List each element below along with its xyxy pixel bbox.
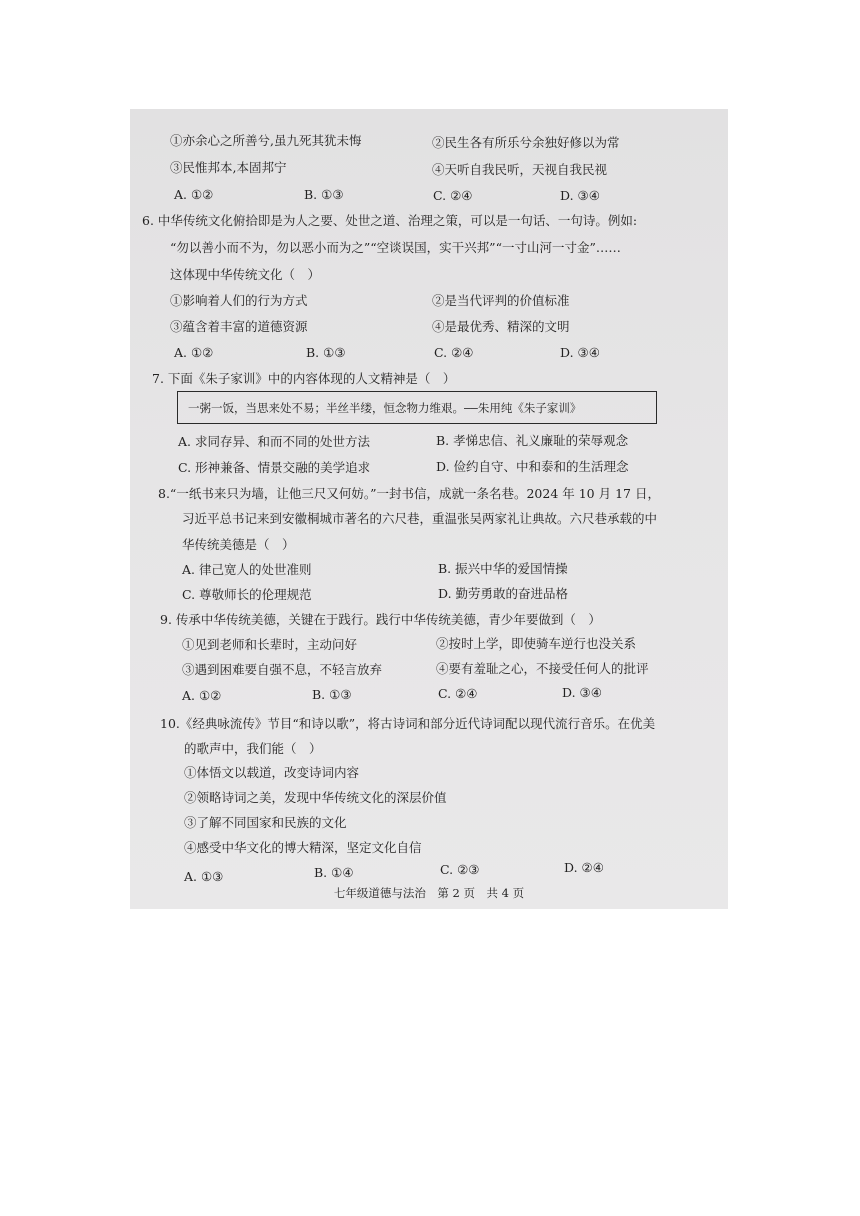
q6-item-3: ③蕴含着丰富的道德资源	[170, 319, 308, 334]
q10-item-4: ④感受中华文化的博大精深，坚定文化自信	[184, 840, 422, 855]
q9-choice-c: C. ②④	[438, 686, 478, 701]
q10-stem-line-2: 的歌声中，我们能（ ）	[184, 741, 322, 756]
prev-choice-d: D. ③④	[560, 188, 600, 203]
q6-item-2: ②是当代评判的价值标准	[432, 293, 570, 308]
q10-stem-line-1: 10.《经典咏流传》节目“和诗以歌”，将古诗词和部分近代诗词配以现代流行音乐。在优美	[160, 716, 656, 731]
q6-item-4: ④是最优秀、精深的文明	[432, 319, 570, 334]
q7-quote-box	[177, 391, 657, 424]
exam-page-photo	[130, 109, 728, 909]
q8-stem-line-2: 习近平总书记来到安徽桐城市著名的六尺巷，重温张吴两家礼让典故。六尺巷承载的中	[182, 511, 658, 526]
prev-item-2: ②民生各有所乐兮余独好修以为常	[432, 135, 620, 150]
q10-item-1: ①体悟文以载道，改变诗词内容	[184, 765, 360, 780]
q7-stem: 7. 下面《朱子家训》中的内容体现的人文精神是（ ）	[152, 371, 456, 386]
q10-item-3: ③了解不同国家和民族的文化	[184, 815, 347, 830]
q8-choice-d: D. 勤劳勇敢的奋进品格	[438, 586, 569, 601]
q8-stem-line-1: 8.“一纸书来只为墙，让他三尺又何妨。”一封书信，成就一条名巷。2024 年 10 月 17 日，	[158, 486, 660, 501]
q9-choice-a: A. ①②	[182, 688, 222, 703]
q10-choice-b: B. ①④	[314, 865, 354, 880]
q8-stem-line-3: 华传统美德是（ ）	[182, 537, 295, 552]
q7-choice-a: A. 求同存异、和而不同的处世方法	[178, 434, 370, 449]
q9-stem: 9. 传承中华传统美德，关键在于践行。践行中华传统美德，青少年要做到（ ）	[160, 612, 601, 627]
q9-item-3: ③遇到困难要自强不息，不轻言放弃	[182, 662, 383, 677]
q9-item-4: ④要有羞耻之心，不接受任何人的批评	[436, 661, 649, 676]
q10-choice-d: D. ②④	[564, 860, 604, 875]
q6-choice-b: B. ①③	[306, 345, 346, 360]
prev-choice-a: A. ①②	[174, 187, 214, 202]
q6-stem-line-2: “勿以善小而不为，勿以恶小而为之”“空谈误国，实干兴邦”“一寸山河一寸金”……	[170, 240, 621, 255]
q7-choice-d: D. 俭约自守、中和泰和的生活理念	[436, 459, 629, 474]
q10-choice-c: C. ②③	[440, 862, 480, 877]
q9-choice-d: D. ③④	[562, 685, 602, 700]
q6-choice-d: D. ③④	[560, 345, 600, 360]
q8-choice-b: B. 振兴中华的爱国情操	[438, 561, 568, 576]
q7-quote-text: 一粥一饭，当思来处不易；半丝半缕，恒念物力维艰。——朱用纯《朱子家训》	[188, 401, 582, 415]
prev-item-3: ③民惟邦本,本固邦宁	[170, 160, 287, 175]
prev-choice-b: B. ①③	[304, 187, 344, 202]
prev-choice-c: C. ②④	[433, 188, 473, 203]
page-footer: 七年级道德与法治 第 2 页 共 4 页	[333, 886, 525, 900]
q6-choice-c: C. ②④	[434, 345, 474, 360]
q10-choice-a: A. ①③	[184, 869, 224, 884]
prev-item-4: ④天听自我民听，天视自我民视	[432, 162, 608, 177]
q9-item-2: ②按时上学，即使骑车逆行也没关系	[436, 636, 637, 651]
q7-choice-c: C. 形神兼备、情景交融的美学追求	[178, 460, 371, 475]
q8-choice-a: A. 律己宽人的处世准则	[182, 562, 312, 577]
q8-choice-c: C. 尊敬师长的伦理规范	[182, 587, 312, 602]
q6-choice-a: A. ①②	[174, 345, 214, 360]
q7-choice-b: B. 孝悌忠信、礼义廉耻的荣辱观念	[436, 433, 629, 448]
q10-item-2: ②领略诗词之美，发现中华传统文化的深层价值	[184, 790, 447, 805]
q6-item-1: ①影响着人们的行为方式	[170, 293, 308, 308]
q6-stem-line-1: 6. 中华传统文化俯拾即是为人之要、处世之道、治理之策，可以是一句话、一句诗。例如:	[142, 213, 638, 228]
q9-choice-b: B. ①③	[312, 687, 352, 702]
prev-item-1: ①亦余心之所善兮,虽九死其犹未悔	[170, 133, 362, 148]
q9-item-1: ①见到老师和长辈时，主动问好	[182, 637, 358, 652]
q6-stem-line-3: 这体现中华传统文化（ ）	[170, 267, 321, 282]
